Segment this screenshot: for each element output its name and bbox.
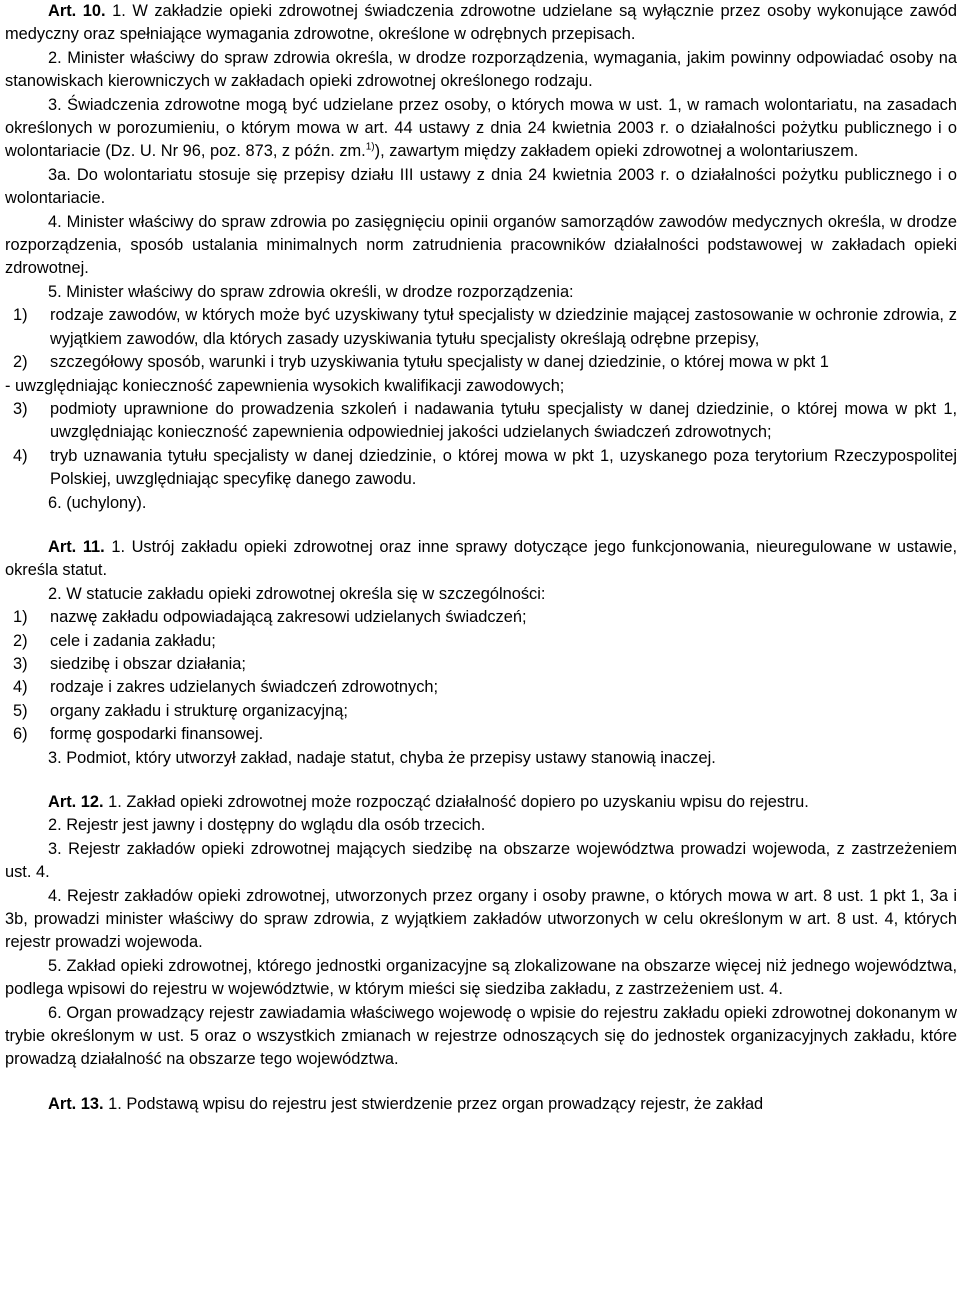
art11-heading: Art. 11. bbox=[48, 537, 105, 556]
art12-heading: Art. 12. bbox=[48, 793, 104, 811]
list-item: 4) tryb uznawania tytułu specjalisty w danej dziedzinie, o której mowa w pkt 1, uzyskanego poza terytorium Rzeczypospolitej Polskiej, uwzględniając specyfikę danego zawodu. bbox=[13, 446, 957, 489]
art13-heading: Art. 13. bbox=[48, 1094, 104, 1113]
art10-ust3-text: 3. Świadczenia zdrowotne mogą być udzielane przez osoby, o których mowa w ust. 1, w ramach wolontariatu, na zasadach określonych w porozumieniu, o którym mowa w art. 44 ustawy z dnia 24 kwietnia 2003 r. o działalności pożytku publicznego i o wolontariacie (Dz. U. Nr 96, poz. 873, z późn. zm. bbox=[5, 95, 957, 161]
art10-heading: Art. 10. bbox=[48, 2, 106, 20]
art10-ust1-text: 1. W zakładzie opieki zdrowotnej świadczenia zdrowotne udzielane są wyłącznie przez osoby wykonujące zawód medyczny oraz spełniające wymagania zdrowotne, określone w odrębnych przepisach. bbox=[5, 2, 957, 44]
spacer bbox=[5, 515, 957, 536]
art12-ust3: 3. Rejestr zakładów opieki zdrowotnej mających siedzibę na obszarze województwa prowadzi wojewoda, z zastrzeżeniem ust. 4. bbox=[5, 839, 957, 882]
art10-ust5: 5. Minister właściwy do spraw zdrowia określi, w drodze rozporządzenia: bbox=[48, 282, 574, 301]
list-item: 2) szczegółowy sposób, warunki i tryb uzyskiwania tytułu specjalisty w danej dziedzinie, o której mowa w pkt 1 bbox=[13, 353, 829, 372]
list-item: 2) cele i zadania zakładu; bbox=[13, 631, 216, 650]
art10-ust6: 6. (uchylony). bbox=[48, 493, 147, 512]
art10-ust3a: 3a. Do wolontariatu stosuje się przepisy działu III ustawy z dnia 24 kwietnia 2003 r. o działalności pożytku publicznego i o wolontariacie. bbox=[5, 165, 957, 208]
list-item: 5) organy zakładu i strukturę organizacyjną; bbox=[13, 701, 348, 720]
list-item: 1) nazwę zakładu odpowiadającą zakresowi udzielanych świadczeń; bbox=[13, 608, 527, 627]
list-item: 6) formę gospodarki finansowej. bbox=[13, 725, 264, 744]
art12-ust5: 5. Zakład opieki zdrowotnej, którego jednostki organizacyjne są zlokalizowane na obszarze więcej niż jednego województwa, podlega wpisowi do rejestru w województwie, w którym mieści się siedziba zakładu, z zastrzeżeniem ust. 4. bbox=[5, 956, 957, 999]
art11-ust3: 3. Podmiot, który utworzył zakład, nadaje statut, chyba że przepisy ustawy stanowią inaczej. bbox=[48, 748, 716, 767]
spacer bbox=[5, 770, 957, 791]
list-item: 4) rodzaje i zakres udzielanych świadczeń zdrowotnych; bbox=[13, 678, 439, 697]
art10-ust3-end: ), zawartym między zakładem opieki zdrowotnej a wolontariuszem. bbox=[374, 142, 859, 161]
art10-ust1 bbox=[5, 0, 957, 47]
spacer bbox=[5, 1072, 957, 1093]
art11-ust1: Art. 11. 1. Ustrój zakładu opieki zdrowotnej oraz inne sprawy dotyczące jego funkcjonowania, nieuregulowane w ustawie, określa statut. bbox=[5, 537, 957, 580]
list-item: 3) podmioty uprawnione do prowadzenia szkoleń i nadawania tytułu specjalisty w danej dziedzinie, o której mowa w pkt 1, uwzględniając konieczność zapewnienia odpowiedniej jakości udzielanych świadczeń zdrowotnych; bbox=[13, 399, 957, 442]
art12-ust1: Art. 12. 1. Zakład opieki zdrowotnej może rozpocząć działalność dopiero po uzyskaniu wpisu do rejestru. bbox=[48, 793, 809, 811]
art10-ust5-dash: - uwzględniając konieczność zapewnienia wysokich kwalifikacji zawodowych; bbox=[5, 376, 565, 395]
footnote-ref: 1) bbox=[365, 141, 375, 153]
art10-ust4: 4. Minister właściwy do spraw zdrowia po zasięgnięciu opinii organów samorządów zawodów medycznych określa, w drodze rozporządzenia, sposób ustalania minimalnych norm zatrudnienia pracowników działalności podstawowej w zakładach opieki zdrowotnej. bbox=[5, 212, 957, 278]
art12-ust4: 4. Rejestr zakładów opieki zdrowotnej, utworzonych przez organy i osoby prawne, o których mowa w art. 8 ust. 1 pkt 1, 3a i 3b, prowadzi minister właściwy do spraw zdrowia, z wyjątkiem zakładów utworzonych w celu określonym w art. 8 ust. 4, których rejestr prowadzi wojewoda. bbox=[5, 886, 957, 952]
art10-ust2: 2. Minister właściwy do spraw zdrowia określa, w drodze rozporządzenia, wymagania, jakim powinny odpowiadać osoby na stanowiskach kierowniczych w zakładach opieki zdrowotnej określonego rodzaju. bbox=[5, 48, 957, 91]
list-item: 3) siedzibę i obszar działania; bbox=[13, 654, 246, 673]
list-item: 1) rodzaje zawodów, w których może być uzyskiwany tytuł specjalisty w dziedzinie mającej zastosowanie w ochronie zdrowia, z wyjątkiem zawodów, dla których zasady uzyskiwania tytułu specjalisty określają odrębne przepisy, bbox=[13, 306, 957, 348]
art12-ust2: 2. Rejestr jest jawny i dostępny do wglądu dla osób trzecich. bbox=[48, 816, 486, 835]
art12-ust6: 6. Organ prowadzący rejestr zawiadamia właściwego wojewodę o wpisie do rejestru zakładu opieki zdrowotnej dokonanym w trybie określonym w ust. 5 oraz o wszystkich zmianach w rejestrze odnoszących się do jednostek organizacyjnych zakładu, które prowadzą działalność na obszarze tego województwa. bbox=[5, 1003, 957, 1069]
art11-ust2: 2. W statucie zakładu opieki zdrowotnej określa się w szczególności: bbox=[48, 584, 546, 603]
art10-ust3 bbox=[5, 94, 957, 164]
art13-ust1: Art. 13. 1. Podstawą wpisu do rejestru jest stwierdzenie przez organ prowadzący rejestr, że zakład bbox=[48, 1094, 764, 1113]
